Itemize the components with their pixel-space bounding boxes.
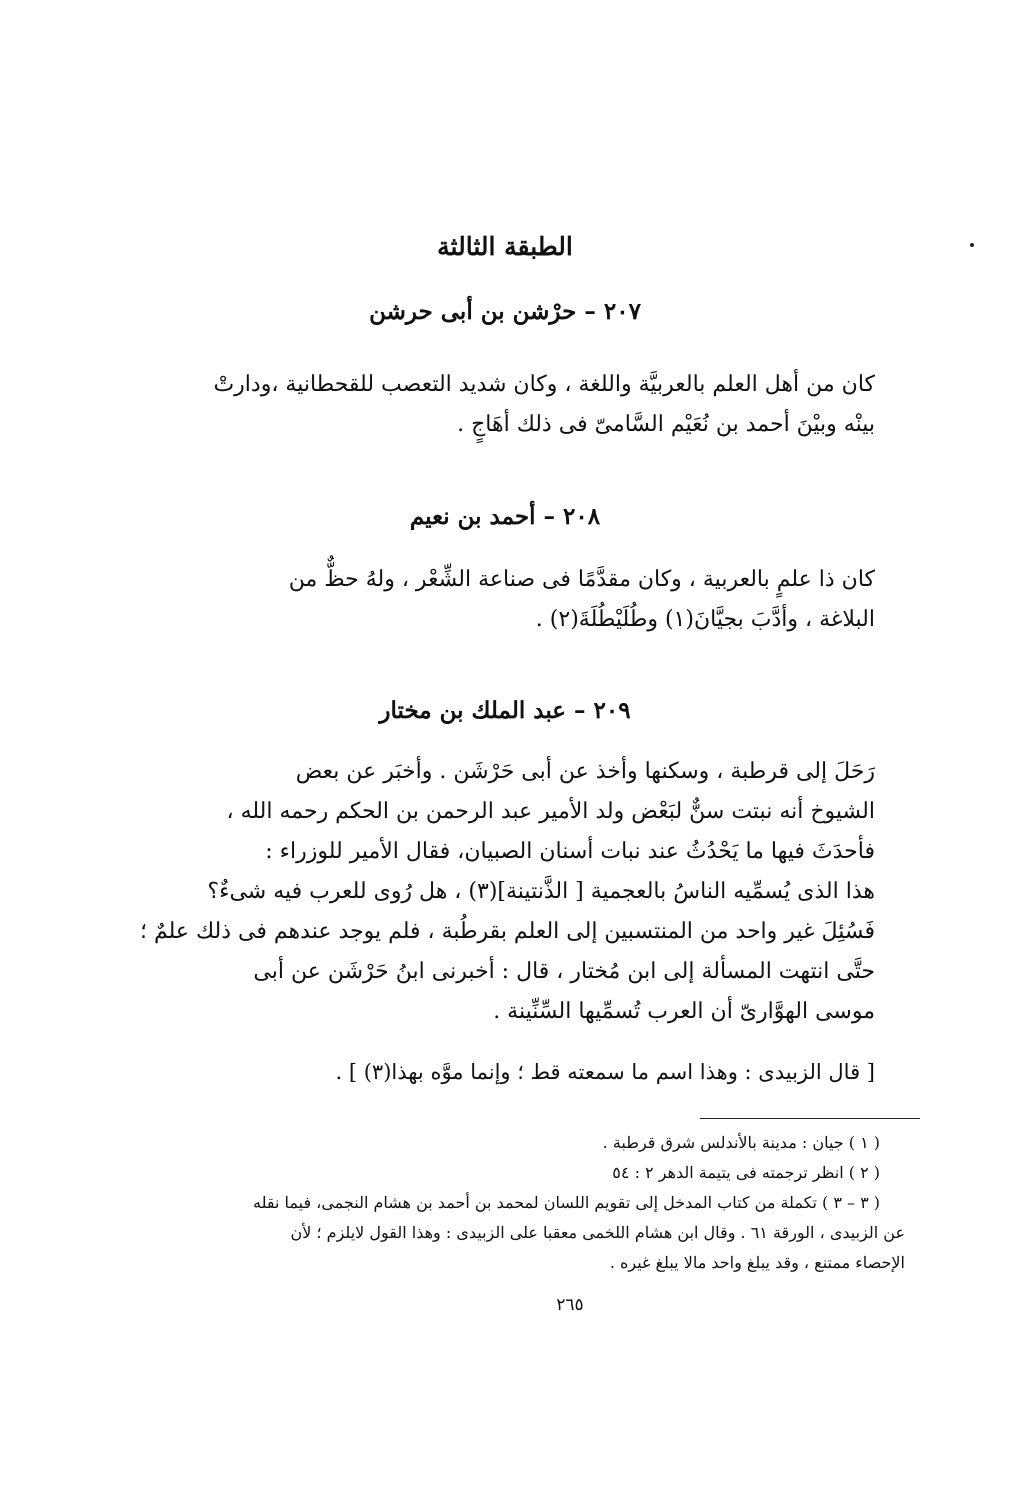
text-line: هذا الذى يُسمِّيه الناسُ بالعجمية [ الذَّنتينة](٣) ، هل رُوى للعرب فيه شىءٌ؟: [207, 879, 875, 904]
footnote-3-continued: الإحصاء ممتنع ، وقد يبلغ واحد مالا يبلغ غيره .: [609, 1253, 905, 1272]
footnotes: [230, 1128, 905, 1278]
entry-heading-209: ٢٠٩ – عبد الملك بن مختار: [379, 697, 631, 724]
text-line: رَحَلَ إلى قرطبة ، وسكنها وأخذ عن أبى حَرْشَن . وأخبَر عن بعض: [295, 759, 875, 784]
entry-body-209: [139, 752, 875, 1032]
margin-dot: [970, 243, 974, 247]
zubaydi-quote: [ قال الزبيدى : وهذا اسم ما سمعته قط ؛ وإنما موَّه بهذا(٣) ] .: [335, 1060, 875, 1084]
entry-body-208: [245, 560, 875, 640]
footnote-1: ( ١ ) جيان : مدينة بالأندلس شرق قرطبة .: [602, 1133, 880, 1152]
page-number: ٢٦٥: [556, 1295, 584, 1315]
text-line: بينْه وبيْنَ أحمد بن نُعَيْم السَّامىّ فى ذلك أهَاجٍ .: [457, 412, 875, 437]
text-line: كان من أهل العلم بالعربيَّة واللغة ، وكان شديد التعصب للقحطانية ،ودارتْ: [213, 372, 875, 397]
text-line: فَسُئِلَ غير واحد من المنتسبين إلى العلم بقرطُبة ، فلم يوجد عندهم فى ذلك علمٌ ؛: [139, 919, 875, 944]
footnote-3-continued: عن الزبيدى ، الورقة ٦١ . وقال ابن هشام اللخمى معقبا على الزبيدى : وهذا القول لايلزم ؛ لأن: [290, 1223, 905, 1242]
footnote-3: ( ٣ – ٣ ) تكملة من كتاب المدخل إلى تقويم اللسان لمحمد بن أحمد بن هشام النجمى، فيما نقله: [252, 1193, 880, 1212]
section-title: الطبقة الثالثة: [437, 232, 573, 261]
text-line: الشيوخ أنه نبتت سنٌّ لبَعْض ولد الأمير عبد الرحمن بن الحكم رحمه الله ،: [226, 799, 875, 824]
text-line: حتَّى انتهت المسألة إلى ابن مُختار ، قال : أخبرنى ابنُ حَرْشَن عن أبى: [253, 959, 875, 984]
footnote-2: ( ٢ ) انظر ترجمته فى يتيمة الدهر ٢ : ٥٤: [612, 1163, 880, 1182]
text-line: البلاغة ، وأدَّبَ بجيَّانَ(١) وطُلَيْطُلَةَ(٢) .: [535, 607, 875, 632]
entry-body-207: [213, 365, 875, 445]
text-line: موسى الهوَّارىّ أن العرب تُسمِّيها السِّنِّينة .: [493, 999, 875, 1024]
entry-heading-208: ٢٠٨ – أحمد بن نعيم: [409, 503, 601, 530]
text-line: فأحدَثَ فيها ما يَحْدُثُ عند نبات أسنان الصبيان، فقال الأمير للوزراء :: [265, 839, 875, 864]
footnote-divider: [700, 1118, 920, 1119]
text-line: كان ذا علمٍ بالعربية ، وكان مقدَّمًا فى صناعة الشِّعْر ، ولهُ حظٌّ من: [288, 567, 875, 592]
entry-heading-207: ٢٠٧ – حرْشن بن أبى حرشن: [369, 298, 641, 325]
